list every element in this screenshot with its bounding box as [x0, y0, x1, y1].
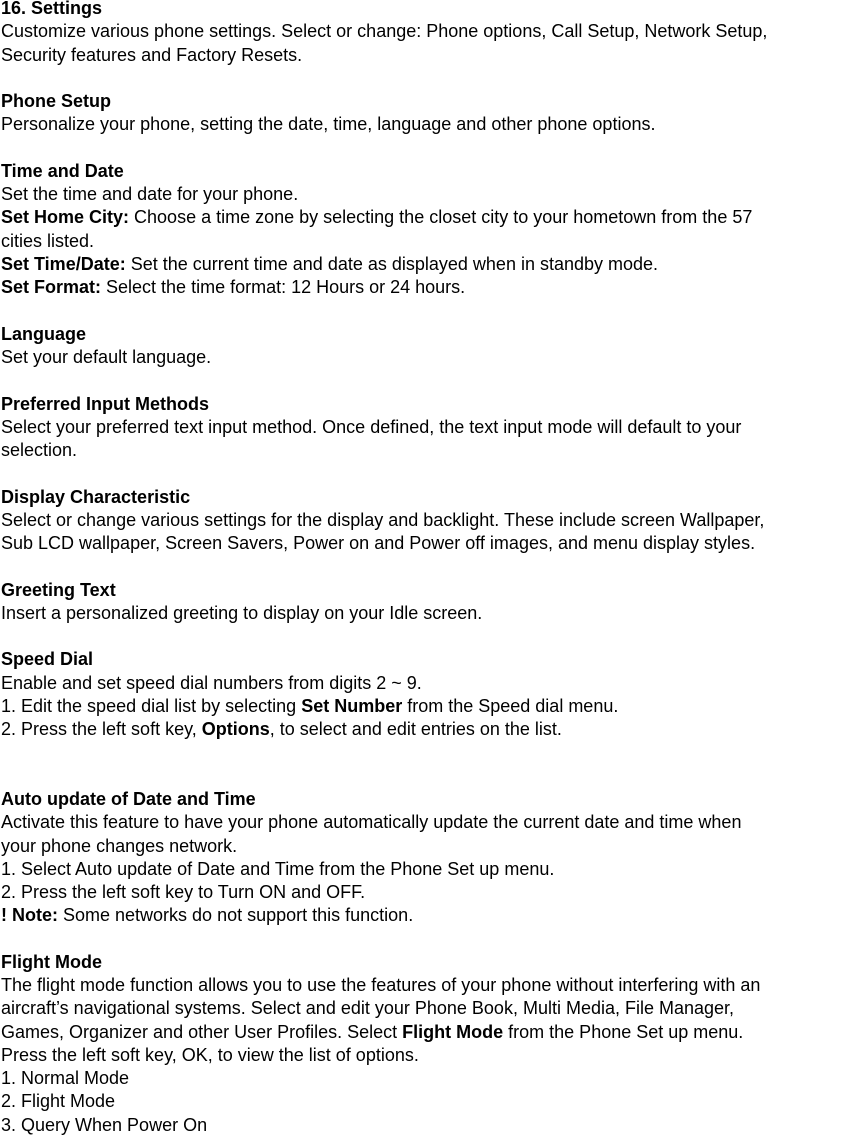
text-line: [1, 974, 767, 997]
body-text: Customize various phone settings. Select or change: Phone options, Call Setup, Network Setup,: [1, 21, 768, 42]
text-line: [1, 276, 767, 299]
text-line: [1, 486, 767, 509]
bold-text: Greeting Text: [1, 579, 116, 600]
body-text: Insert a personalized greeting to display on your Idle screen.: [1, 602, 483, 623]
body-text: Personalize your phone, setting the date, time, language and other phone options.: [1, 114, 656, 135]
text-line: [1, 835, 767, 858]
body-text: Select your preferred text input method. Once defined, the text input mode will default to your: [1, 416, 742, 437]
text-line: [1, 346, 767, 369]
blank-line: [1, 137, 767, 160]
bold-text: ! Note:: [1, 905, 58, 926]
bold-text: Time and Date: [1, 160, 124, 181]
blank-line: [1, 299, 767, 322]
body-text: aircraft’s navigational systems. Select and edit your Phone Book, Multi Media, File Manager,: [1, 998, 735, 1019]
bold-text: 16. Settings: [1, 0, 103, 18]
body-text: Select the time format: 12 Hours or 24 hours.: [101, 277, 466, 298]
text-line: [1, 951, 767, 974]
text-line: [1, 579, 767, 602]
text-line: [1, 858, 767, 881]
bold-text: Set Home City:: [1, 207, 130, 228]
text-line: [1, 0, 767, 20]
text-line: [1, 602, 767, 625]
blank-line: [1, 625, 767, 648]
blank-line: [1, 67, 767, 90]
text-line: [1, 718, 767, 741]
blank-line: [1, 462, 767, 485]
text-line: [1, 160, 767, 183]
text-line: [1, 997, 767, 1020]
body-text: Set your default language.: [1, 346, 212, 367]
body-text: from the Speed dial menu.: [402, 695, 619, 716]
body-text: from the Phone Set up menu.: [503, 1021, 744, 1042]
text-line: [1, 672, 767, 695]
bold-text: Set Time/Date:: [1, 253, 126, 274]
body-text: Activate this feature to have your phone automatically update the current date and time when: [1, 812, 742, 833]
body-text: selection.: [1, 440, 78, 461]
body-text: your phone changes network.: [1, 835, 238, 856]
text-line: [1, 881, 767, 904]
text-line: [1, 206, 767, 229]
blank-line: [1, 555, 767, 578]
document-page: [1, 0, 767, 1137]
body-text: Games, Organizer and other User Profiles. Select: [1, 1021, 403, 1042]
text-line: [1, 113, 767, 136]
body-text: Choose a time zone by selecting the closet city to your hometown from the 57: [129, 207, 753, 228]
bold-text: Language: [1, 323, 87, 344]
text-line: [1, 1044, 767, 1067]
bold-text: Display Characteristic: [1, 486, 191, 507]
blank-line: [1, 369, 767, 392]
text-line: [1, 416, 767, 439]
text-line: [1, 183, 767, 206]
body-text: Sub LCD wallpaper, Screen Savers, Power on and Power off images, and menu display styles.: [1, 533, 756, 554]
body-text: Set the current time and date as displayed when in standby mode.: [125, 253, 659, 274]
text-line: [1, 695, 767, 718]
body-text: 3. Query When Power On: [1, 1114, 208, 1135]
text-line: [1, 253, 767, 276]
body-text: 2. Press the left soft key to Turn ON and OFF.: [1, 882, 366, 903]
body-text: , to select and edit entries on the list.: [269, 719, 562, 740]
body-text: 1. Select Auto update of Date and Time from the Phone Set up menu.: [1, 858, 555, 879]
bold-text: Preferred Input Methods: [1, 393, 210, 414]
body-text: Enable and set speed dial numbers from digits 2 ~ 9.: [1, 672, 422, 693]
bold-text: Speed Dial: [1, 649, 94, 670]
bold-text: Flight Mode: [1, 951, 102, 972]
text-line: [1, 811, 767, 834]
text-line: [1, 20, 767, 43]
body-text: Some networks do not support this function.: [58, 905, 414, 926]
text-line: [1, 1021, 767, 1044]
body-text: 2. Flight Mode: [1, 1091, 116, 1112]
text-line: [1, 532, 767, 555]
text-line: [1, 90, 767, 113]
text-line: [1, 1090, 767, 1113]
bold-text: Flight Mode: [402, 1021, 504, 1042]
text-line: [1, 509, 767, 532]
blank-line: [1, 742, 767, 765]
body-text: Select or change various settings for the display and backlight. These include screen Wallpaper,: [1, 509, 765, 530]
text-line: [1, 323, 767, 346]
text-line: [1, 1067, 767, 1090]
body-text: Security features and Factory Resets.: [1, 44, 303, 65]
body-text: The flight mode function allows you to use the features of your phone without interfering with an: [1, 975, 761, 996]
bold-text: Auto update of Date and Time: [1, 789, 256, 810]
text-line: [1, 439, 767, 462]
bold-text: Set Number: [301, 695, 403, 716]
bold-text: Set Format:: [1, 277, 102, 298]
text-line: [1, 1114, 767, 1137]
body-text: 1. Normal Mode: [1, 1068, 130, 1089]
text-line: [1, 648, 767, 671]
text-line: [1, 904, 767, 927]
text-line: [1, 44, 767, 67]
body-text: cities listed.: [1, 230, 95, 251]
text-line: [1, 788, 767, 811]
body-text: 1. Edit the speed dial list by selecting: [1, 695, 302, 716]
body-text: 2. Press the left soft key,: [1, 719, 202, 740]
blank-line: [1, 765, 767, 788]
blank-line: [1, 928, 767, 951]
body-text: Press the left soft key, OK, to view the list of options.: [1, 1044, 419, 1065]
body-text: Set the time and date for your phone.: [1, 184, 299, 205]
bold-text: Options: [201, 719, 270, 740]
text-line: [1, 393, 767, 416]
bold-text: Phone Setup: [1, 91, 112, 112]
text-line: [1, 230, 767, 253]
